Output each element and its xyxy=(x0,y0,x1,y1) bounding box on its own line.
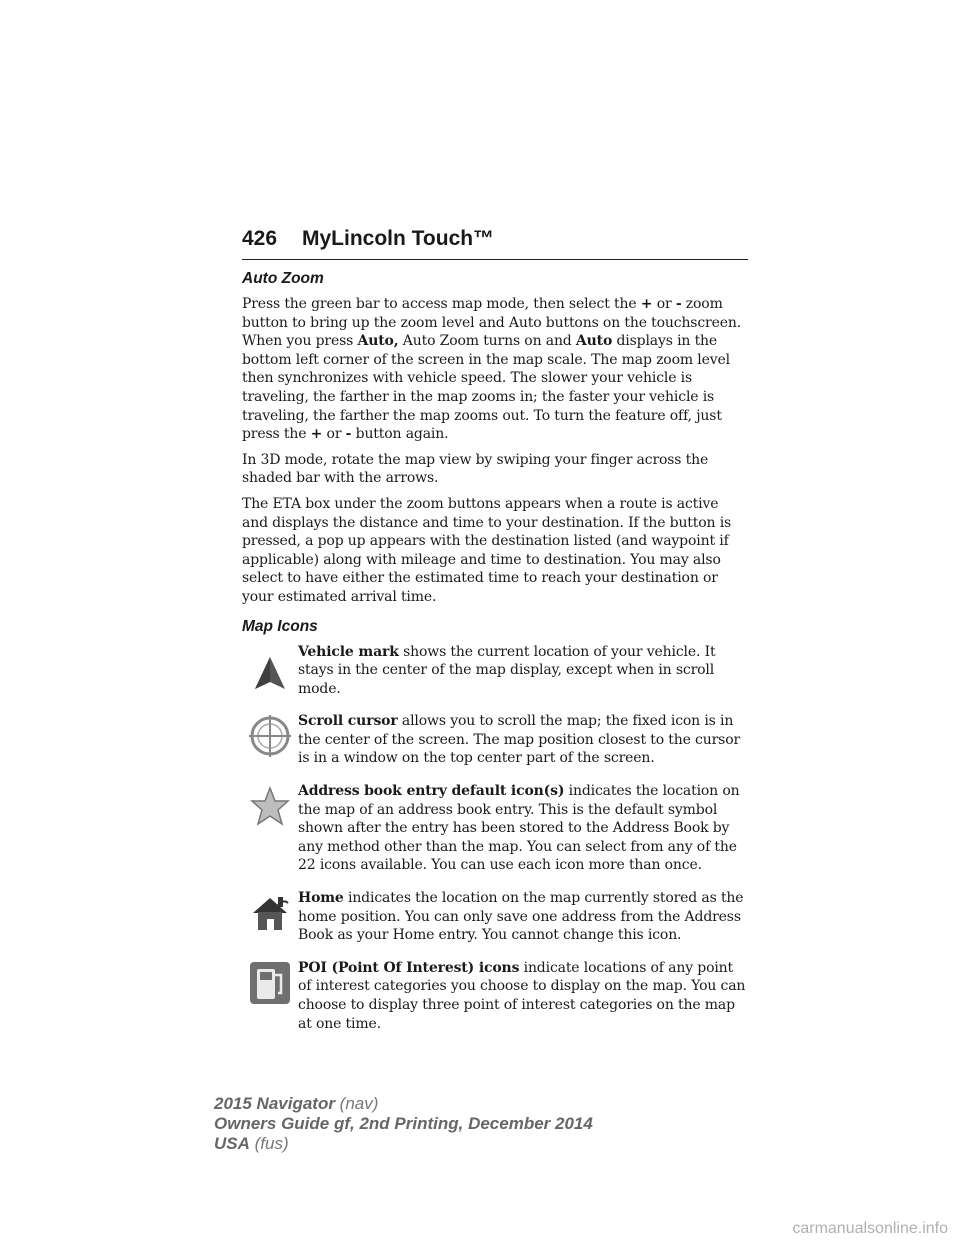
auto-zoom-paragraph: Press the green bar to access map mode, then select the + or - zoom button to bring up the zoom level and Auto buttons on the touchscreen. When you press Auto, Auto Zoom turns on and Auto displays in the bottom left corner of the screen in the map scale. The map zoom level then synchronizes with vehicle speed. The slower your vehicle is traveling, the farther in the map zooms in; the faster your vehicle is traveling, the farther the map zooms out. To turn the feature off, just press the + or - button again. xyxy=(242,296,742,443)
footer-line-1: 2015 Navigator (nav) xyxy=(214,1094,379,1113)
star-icon xyxy=(250,786,290,826)
section-title: MyLincoln Touch™ xyxy=(302,227,495,250)
vehicle-mark-icon xyxy=(250,651,290,697)
eta-box-paragraph: The ETA box under the zoom buttons appears when a route is active and displays the distance and time to your destination. If the button is pressed, a pop up appears with the destination listed (and waypoint if applicable) along with mileage and time to destination. You may also select to have either the estimated time to reach your destination or your estimated arrival time. xyxy=(242,495,732,605)
map-icons-heading: Map Icons xyxy=(242,617,318,635)
map-icon-item: Scroll cursor allows you to scroll the map; the fixed icon is in the center of the screen. The map position closest to the cursor is in a window on the top center part of the screen. xyxy=(242,712,748,768)
3d-mode-paragraph: In 3D mode, rotate the map view by swiping your finger across the shaded bar with the arrows. xyxy=(242,451,709,487)
map-icon-item: Address book entry default icon(s) indicates the location on the map of an address book entry. This is the default symbol shown after the entry has been stored to the Address Book by any method other than the map. You can select from any of the 22 icons available. You can use each icon more than once. xyxy=(242,782,748,875)
map-icon-item: Vehicle mark shows the current location of your vehicle. It stays in the center of the map display, except when in scroll mode. xyxy=(242,643,748,699)
page-content xyxy=(242,269,748,1047)
fuel-pump-icon xyxy=(249,961,291,1005)
watermark: carmanualsonline.info xyxy=(792,1220,948,1237)
footer-line-2: Owners Guide gf, 2nd Printing, December 2014 xyxy=(214,1114,593,1133)
page-footer xyxy=(214,1094,593,1154)
footer-line-3: USA (fus) xyxy=(214,1134,289,1153)
map-icon-item: Home indicates the location on the map currently stored as the home position. You can only save one address from the Address Book as your Home entry. You cannot change this icon. xyxy=(242,889,748,945)
home-icon xyxy=(250,893,290,933)
auto-zoom-heading: Auto Zoom xyxy=(242,270,324,287)
map-icon-item: POI (Point Of Interest) icons indicate locations of any point of interest categories you choose to display on the map. You can choose to display three point of interest categories on the map at one time. xyxy=(242,959,748,1033)
page-header xyxy=(242,227,748,260)
scroll-cursor-icon xyxy=(248,714,292,758)
page-number: 426 xyxy=(242,227,278,250)
